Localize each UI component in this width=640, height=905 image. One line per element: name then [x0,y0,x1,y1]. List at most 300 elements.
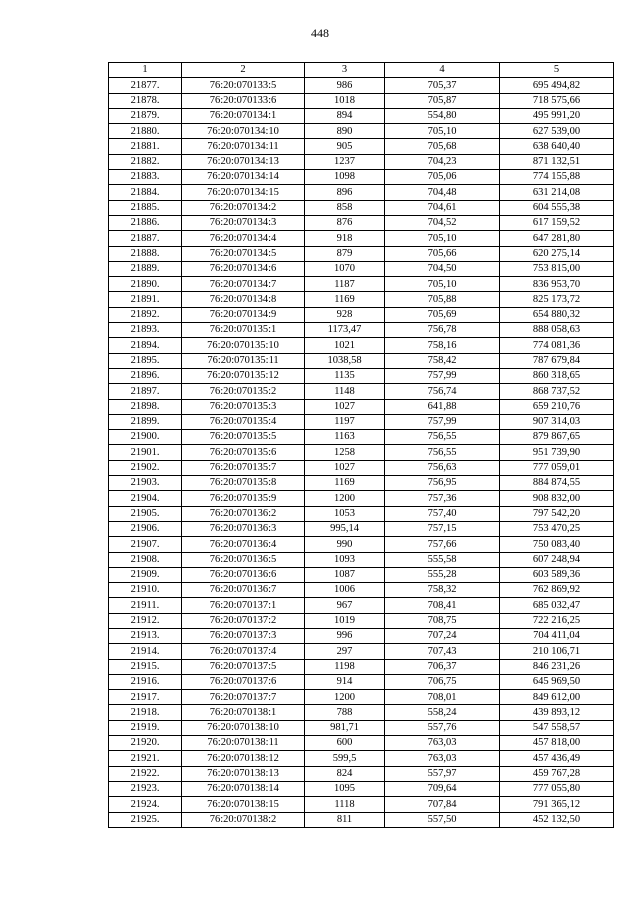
cadastral-number-cell: 76:20:070135:1 [182,323,305,338]
cadastral-number-cell: 76:20:070134:8 [182,292,305,307]
row-number-cell: 21905. [109,506,182,521]
area-cell: 918 [305,231,385,246]
cadastral-number-cell: 76:20:070136:6 [182,567,305,582]
table-row [109,338,614,353]
row-number-cell: 21906. [109,521,182,536]
cadastral-number-cell: 76:20:070134:7 [182,277,305,292]
row-number-cell: 21924. [109,797,182,812]
area-cell: 600 [305,736,385,751]
rate-cell: 704,48 [385,185,500,200]
value-cell: 620 275,14 [500,246,614,261]
area-cell: 297 [305,644,385,659]
cadastral-number-cell: 76:20:070133:5 [182,78,305,93]
area-cell: 1098 [305,170,385,185]
table-row [109,368,614,383]
value-cell: 685 032,47 [500,598,614,613]
area-cell: 1173,47 [305,323,385,338]
table-row [109,781,614,796]
row-number-cell: 21919. [109,720,182,735]
column-header: 2 [182,63,305,78]
row-number-cell: 21897. [109,384,182,399]
cadastral-number-cell: 76:20:070136:3 [182,521,305,536]
rate-cell: 763,03 [385,751,500,766]
row-number-cell: 21925. [109,812,182,827]
table-row [109,414,614,429]
table-row [109,583,614,598]
row-number-cell: 21888. [109,246,182,261]
cadastral-number-cell: 76:20:070137:5 [182,659,305,674]
rate-cell: 705,10 [385,277,500,292]
rate-cell: 705,66 [385,246,500,261]
cadastral-number-cell: 76:20:070134:10 [182,124,305,139]
area-cell: 1019 [305,613,385,628]
row-number-cell: 21892. [109,307,182,322]
table-row [109,613,614,628]
value-cell: 654 880,32 [500,307,614,322]
rate-cell: 705,10 [385,231,500,246]
table-row [109,445,614,460]
rate-cell: 704,52 [385,215,500,230]
table-row [109,705,614,720]
cadastral-number-cell: 76:20:070137:2 [182,613,305,628]
row-number-cell: 21884. [109,185,182,200]
table-body [109,78,614,828]
row-number-cell: 21918. [109,705,182,720]
row-number-cell: 21890. [109,277,182,292]
cadastral-number-cell: 76:20:070138:14 [182,781,305,796]
area-cell: 905 [305,139,385,154]
column-header: 4 [385,63,500,78]
value-cell: 777 055,80 [500,781,614,796]
rate-cell: 707,24 [385,628,500,643]
rate-cell: 704,23 [385,154,500,169]
value-cell: 888 058,63 [500,323,614,338]
row-number-cell: 21898. [109,399,182,414]
table-row [109,185,614,200]
value-cell: 210 106,71 [500,644,614,659]
table-row [109,307,614,322]
row-number-cell: 21917. [109,690,182,705]
table-row [109,812,614,827]
rate-cell: 758,16 [385,338,500,353]
area-cell: 1169 [305,476,385,491]
rate-cell: 641,88 [385,399,500,414]
row-number-cell: 21910. [109,583,182,598]
table-row [109,215,614,230]
area-cell: 858 [305,200,385,215]
value-cell: 753 815,00 [500,261,614,276]
cadastral-number-cell: 76:20:070138:11 [182,736,305,751]
value-cell: 762 869,92 [500,583,614,598]
row-number-cell: 21914. [109,644,182,659]
row-number-cell: 21883. [109,170,182,185]
rate-cell: 704,50 [385,261,500,276]
rate-cell: 756,55 [385,430,500,445]
cadastral-number-cell: 76:20:070134:5 [182,246,305,261]
row-number-cell: 21907. [109,537,182,552]
cadastral-number-cell: 76:20:070134:15 [182,185,305,200]
row-number-cell: 21894. [109,338,182,353]
cadastral-number-cell: 76:20:070136:7 [182,583,305,598]
table-row [109,674,614,689]
rate-cell: 554,80 [385,108,500,123]
table-row [109,797,614,812]
area-cell: 811 [305,812,385,827]
table-row [109,659,614,674]
row-number-cell: 21901. [109,445,182,460]
cadastral-number-cell: 76:20:070137:6 [182,674,305,689]
area-cell: 1197 [305,414,385,429]
row-number-cell: 21887. [109,231,182,246]
area-cell: 1093 [305,552,385,567]
cadastral-number-cell: 76:20:070138:15 [182,797,305,812]
table-row [109,506,614,521]
value-cell: 791 365,12 [500,797,614,812]
area-cell: 1200 [305,491,385,506]
table-row [109,537,614,552]
area-cell: 1027 [305,399,385,414]
value-cell: 659 210,76 [500,399,614,414]
rate-cell: 756,74 [385,384,500,399]
value-cell: 860 318,65 [500,368,614,383]
table-row [109,154,614,169]
rate-cell: 555,28 [385,567,500,582]
row-number-cell: 21920. [109,736,182,751]
cadastral-number-cell: 76:20:070135:9 [182,491,305,506]
row-number-cell: 21885. [109,200,182,215]
table-row [109,323,614,338]
table-row [109,353,614,368]
table-row [109,766,614,781]
area-cell: 1021 [305,338,385,353]
row-number-cell: 21896. [109,368,182,383]
rate-cell: 756,78 [385,323,500,338]
rate-cell: 757,99 [385,368,500,383]
rate-cell: 763,03 [385,736,500,751]
area-cell: 1006 [305,583,385,598]
value-cell: 753 470,25 [500,521,614,536]
cadastral-number-cell: 76:20:070135:2 [182,384,305,399]
area-cell: 1169 [305,292,385,307]
table-row [109,690,614,705]
value-cell: 603 589,36 [500,567,614,582]
rate-cell: 558,24 [385,705,500,720]
table-row [109,598,614,613]
area-cell: 1148 [305,384,385,399]
rate-cell: 705,69 [385,307,500,322]
rate-cell: 706,75 [385,674,500,689]
rate-cell: 555,58 [385,552,500,567]
area-cell: 1087 [305,567,385,582]
value-cell: 495 991,20 [500,108,614,123]
value-cell: 722 216,25 [500,613,614,628]
row-number-cell: 21908. [109,552,182,567]
table-row [109,399,614,414]
value-cell: 774 155,88 [500,170,614,185]
table-row [109,139,614,154]
rate-cell: 706,37 [385,659,500,674]
area-cell: 914 [305,674,385,689]
rate-cell: 757,36 [385,491,500,506]
table-row [109,720,614,735]
rate-cell: 705,06 [385,170,500,185]
value-cell: 871 132,51 [500,154,614,169]
rate-cell: 758,42 [385,353,500,368]
cadastral-number-cell: 76:20:070137:4 [182,644,305,659]
cadastral-number-cell: 76:20:070135:8 [182,476,305,491]
value-cell: 777 059,01 [500,460,614,475]
table-row [109,521,614,536]
row-number-cell: 21882. [109,154,182,169]
area-cell: 1038,58 [305,353,385,368]
table-row [109,491,614,506]
cadastral-number-cell: 76:20:070134:14 [182,170,305,185]
row-number-cell: 21899. [109,414,182,429]
cadastral-number-cell: 76:20:070138:13 [182,766,305,781]
area-cell: 1018 [305,93,385,108]
area-cell: 1258 [305,445,385,460]
cadastral-number-cell: 76:20:070135:10 [182,338,305,353]
area-cell: 928 [305,307,385,322]
rate-cell: 757,40 [385,506,500,521]
table-row [109,170,614,185]
area-cell: 1237 [305,154,385,169]
rate-cell: 708,01 [385,690,500,705]
table-row [109,277,614,292]
row-number-cell: 21877. [109,78,182,93]
area-cell: 1070 [305,261,385,276]
rate-cell: 756,63 [385,460,500,475]
cadastral-number-cell: 76:20:070138:1 [182,705,305,720]
rate-cell: 705,10 [385,124,500,139]
value-cell: 457 436,49 [500,751,614,766]
area-cell: 879 [305,246,385,261]
row-number-cell: 21923. [109,781,182,796]
cadastral-number-cell: 76:20:070133:6 [182,93,305,108]
table-row [109,567,614,582]
table-row [109,736,614,751]
rate-cell: 705,88 [385,292,500,307]
row-number-cell: 21922. [109,766,182,781]
cadastral-number-cell: 76:20:070134:2 [182,200,305,215]
cadastral-number-cell: 76:20:070134:9 [182,307,305,322]
value-cell: 704 411,04 [500,628,614,643]
value-cell: 846 231,26 [500,659,614,674]
row-number-cell: 21900. [109,430,182,445]
rate-cell: 708,75 [385,613,500,628]
cadastral-number-cell: 76:20:070135:5 [182,430,305,445]
rate-cell: 557,76 [385,720,500,735]
value-cell: 459 767,28 [500,766,614,781]
area-cell: 890 [305,124,385,139]
cadastral-number-cell: 76:20:070137:7 [182,690,305,705]
rate-cell: 705,68 [385,139,500,154]
row-number-cell: 21911. [109,598,182,613]
value-cell: 627 539,00 [500,124,614,139]
page-number: 448 [311,26,329,40]
area-cell: 1027 [305,460,385,475]
area-cell: 990 [305,537,385,552]
area-cell: 1053 [305,506,385,521]
rate-cell: 708,41 [385,598,500,613]
value-cell: 797 542,20 [500,506,614,521]
table-row [109,108,614,123]
value-cell: 638 640,40 [500,139,614,154]
row-number-cell: 21893. [109,323,182,338]
value-cell: 750 083,40 [500,537,614,552]
rate-cell: 757,99 [385,414,500,429]
table-row [109,460,614,475]
row-number-cell: 21909. [109,567,182,582]
cadastral-number-cell: 76:20:070135:11 [182,353,305,368]
area-cell: 986 [305,78,385,93]
area-cell: 1200 [305,690,385,705]
table-row [109,292,614,307]
row-number-cell: 21902. [109,460,182,475]
rate-cell: 756,95 [385,476,500,491]
table-row [109,124,614,139]
rate-cell: 758,32 [385,583,500,598]
value-cell: 836 953,70 [500,277,614,292]
table-row [109,200,614,215]
value-cell: 907 314,03 [500,414,614,429]
cadastral-number-cell: 76:20:070138:2 [182,812,305,827]
table-row [109,552,614,567]
area-cell: 824 [305,766,385,781]
table-row [109,628,614,643]
row-number-cell: 21879. [109,108,182,123]
row-number-cell: 21913. [109,628,182,643]
cadastral-number-cell: 76:20:070137:3 [182,628,305,643]
table-row [109,751,614,766]
value-cell: 879 867,65 [500,430,614,445]
area-cell: 894 [305,108,385,123]
value-cell: 604 555,38 [500,200,614,215]
row-number-cell: 21912. [109,613,182,628]
cadastral-number-cell: 76:20:070138:12 [182,751,305,766]
row-number-cell: 21903. [109,476,182,491]
data-table [108,62,614,828]
area-cell: 1163 [305,430,385,445]
value-cell: 457 818,00 [500,736,614,751]
cadastral-number-cell: 76:20:070134:13 [182,154,305,169]
rate-cell: 757,15 [385,521,500,536]
area-cell: 1135 [305,368,385,383]
cadastral-number-cell: 76:20:070134:11 [182,139,305,154]
rate-cell: 756,55 [385,445,500,460]
value-cell: 884 874,55 [500,476,614,491]
table-row [109,246,614,261]
cadastral-number-cell: 76:20:070136:4 [182,537,305,552]
table-row [109,644,614,659]
area-cell: 876 [305,215,385,230]
column-header: 5 [500,63,614,78]
cadastral-number-cell: 76:20:070134:1 [182,108,305,123]
cadastral-number-cell: 76:20:070135:7 [182,460,305,475]
rate-cell: 557,97 [385,766,500,781]
cadastral-number-cell: 76:20:070135:6 [182,445,305,460]
area-cell: 1187 [305,277,385,292]
area-cell: 981,71 [305,720,385,735]
table-row [109,384,614,399]
area-cell: 599,5 [305,751,385,766]
row-number-cell: 21895. [109,353,182,368]
cadastral-number-cell: 76:20:070135:3 [182,399,305,414]
area-cell: 1118 [305,797,385,812]
rate-cell: 709,64 [385,781,500,796]
row-number-cell: 21915. [109,659,182,674]
cadastral-number-cell: 76:20:070134:4 [182,231,305,246]
row-number-cell: 21891. [109,292,182,307]
row-number-cell: 21904. [109,491,182,506]
cadastral-number-cell: 76:20:070137:1 [182,598,305,613]
table-row [109,261,614,276]
cadastral-number-cell: 76:20:070138:10 [182,720,305,735]
value-cell: 868 737,52 [500,384,614,399]
value-cell: 951 739,90 [500,445,614,460]
row-number-cell: 21886. [109,215,182,230]
value-cell: 617 159,52 [500,215,614,230]
value-cell: 645 969,50 [500,674,614,689]
table-row [109,476,614,491]
area-cell: 996 [305,628,385,643]
rate-cell: 705,37 [385,78,500,93]
table-row [109,78,614,93]
area-cell: 967 [305,598,385,613]
column-header: 1 [109,63,182,78]
cadastral-number-cell: 76:20:070136:5 [182,552,305,567]
value-cell: 647 281,80 [500,231,614,246]
cadastral-number-cell: 76:20:070134:3 [182,215,305,230]
row-number-cell: 21881. [109,139,182,154]
rate-cell: 705,87 [385,93,500,108]
value-cell: 787 679,84 [500,353,614,368]
table-row [109,231,614,246]
value-cell: 547 558,57 [500,720,614,735]
cadastral-number-cell: 76:20:070134:6 [182,261,305,276]
header-row [109,63,614,78]
value-cell: 849 612,00 [500,690,614,705]
value-cell: 607 248,94 [500,552,614,567]
area-cell: 995,14 [305,521,385,536]
table-row [109,430,614,445]
rate-cell: 757,66 [385,537,500,552]
cadastral-number-cell: 76:20:070135:12 [182,368,305,383]
row-number-cell: 21878. [109,93,182,108]
area-cell: 896 [305,185,385,200]
area-cell: 1198 [305,659,385,674]
row-number-cell: 21916. [109,674,182,689]
value-cell: 695 494,82 [500,78,614,93]
cadastral-number-cell: 76:20:070136:2 [182,506,305,521]
table-row [109,93,614,108]
value-cell: 908 832,00 [500,491,614,506]
value-cell: 718 575,66 [500,93,614,108]
row-number-cell: 21921. [109,751,182,766]
value-cell: 825 173,72 [500,292,614,307]
row-number-cell: 21889. [109,261,182,276]
value-cell: 774 081,36 [500,338,614,353]
cadastral-number-cell: 76:20:070135:4 [182,414,305,429]
rate-cell: 707,43 [385,644,500,659]
rate-cell: 707,84 [385,797,500,812]
column-header: 3 [305,63,385,78]
value-cell: 452 132,50 [500,812,614,827]
value-cell: 631 214,08 [500,185,614,200]
rate-cell: 704,61 [385,200,500,215]
row-number-cell: 21880. [109,124,182,139]
area-cell: 788 [305,705,385,720]
